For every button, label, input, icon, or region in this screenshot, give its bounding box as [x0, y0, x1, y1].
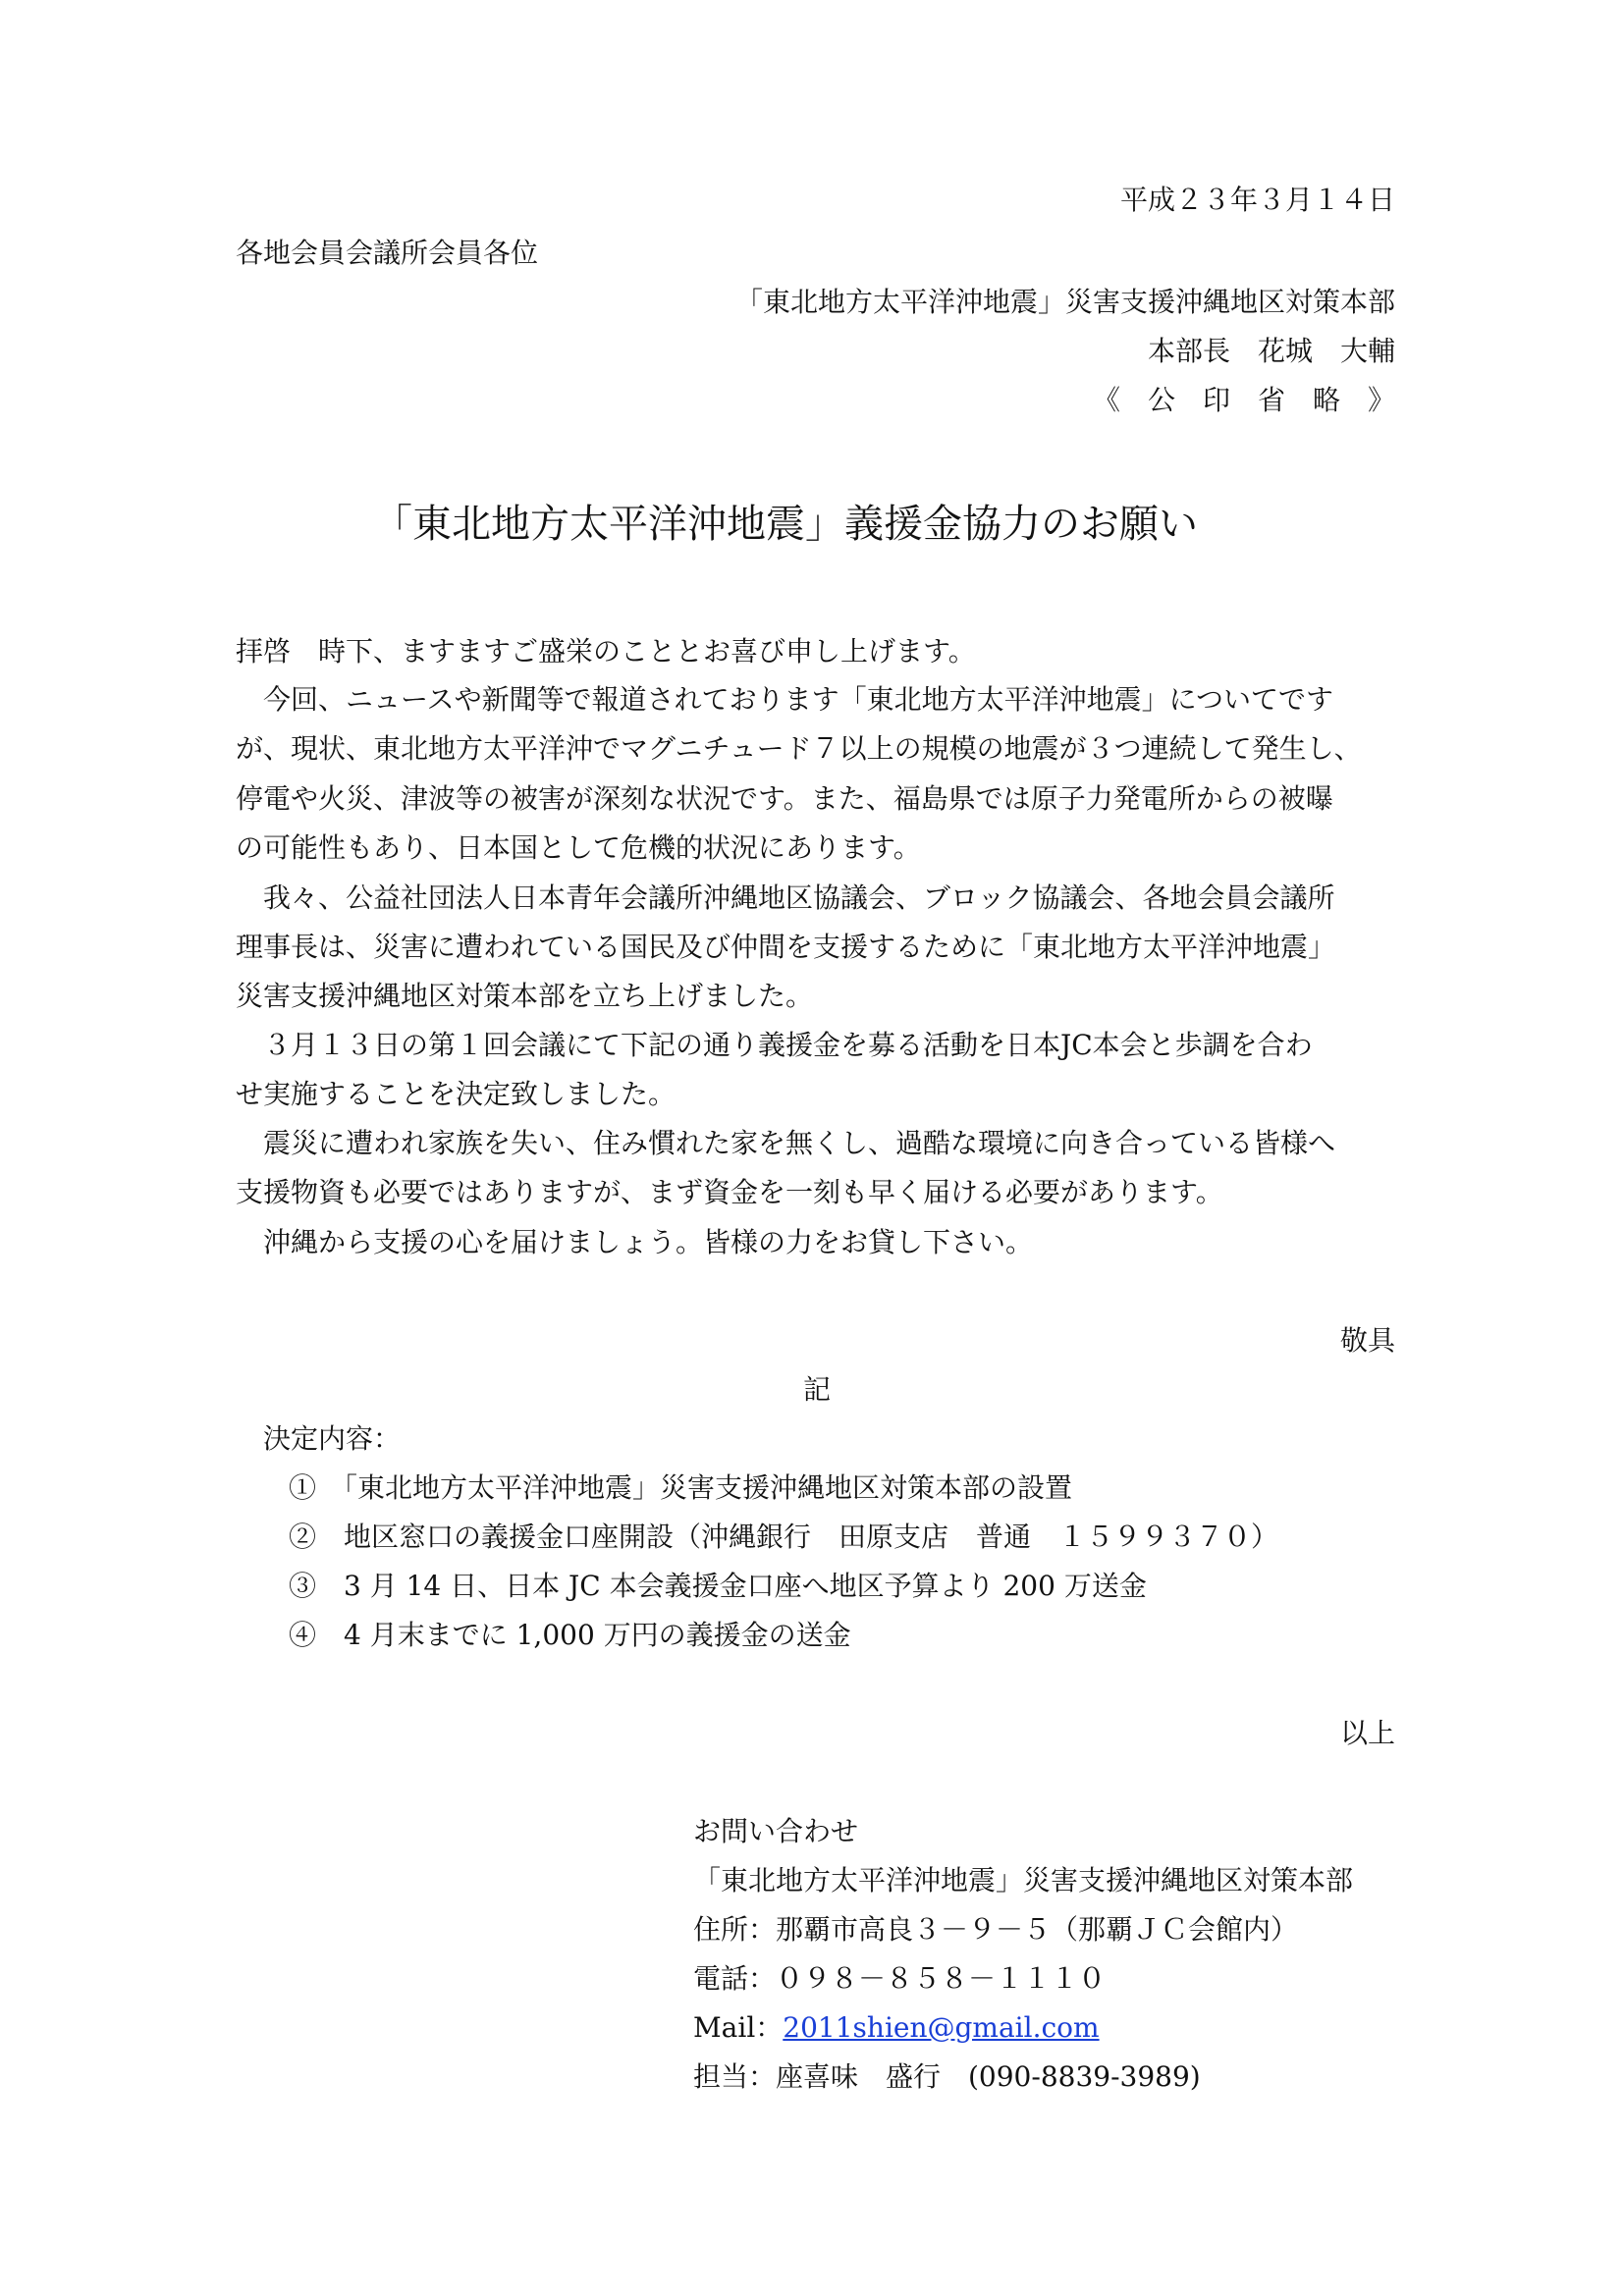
body-line: せ実施することを決定致しました。 [236, 1078, 676, 1110]
body-line: 沖縄から支援の心を届けましょう。皆様の力をお貸し下さい。 [236, 1226, 1034, 1258]
mail-label: Mail： [693, 2011, 784, 2044]
contact-mail [693, 2010, 1100, 2046]
decision-item: ① 「東北地方太平洋沖地震」災害支援沖縄地区対策本部の設置 [289, 1471, 1073, 1504]
email-link[interactable]: 2011shien@gmail.com [783, 2011, 1100, 2044]
sender-name: 本部長 花城 大輔 [1147, 335, 1395, 367]
closing-keigu: 敬具 [1339, 1324, 1395, 1357]
document-date: 平成２３年３月１４日 [1119, 184, 1395, 216]
contact-heading: お問い合わせ [693, 1815, 859, 1847]
contact-person: 担当：座喜味 盛行 (090-8839-3989) [693, 2060, 1201, 2093]
closing-ijou: 以上 [1339, 1717, 1395, 1749]
seal-omitted-note: 《 公 印 省 略 》 [1092, 384, 1395, 416]
body-line: 災害支援沖縄地区対策本部を立ち上げました。 [236, 980, 814, 1012]
sender-organization: 「東北地方太平洋沖地震」災害支援沖縄地区対策本部 [734, 286, 1395, 318]
body-line: 拝啓 時下、ますますご盛栄のこととお喜び申し上げます。 [236, 635, 976, 667]
body-line: 我々、公益社団法人日本青年会議所沖縄地区協議会、ブロック協議会、各地会員会議所 [236, 881, 1335, 914]
decision-item: ④ 4 月末までに 1,000 万円の義援金の送金 [289, 1619, 851, 1651]
record-heading: 記 [803, 1373, 832, 1406]
contact-address: 住所：那覇市高良３－９－５（那覇ＪＣ会館内） [693, 1913, 1299, 1946]
decision-label: 決定内容： [263, 1422, 402, 1455]
addressee: 各地会員会議所会員各位 [236, 237, 539, 269]
body-line: 震災に遭われ家族を失い、住み慣れた家を無くし、過酷な環境に向き合っている皆様へ [236, 1127, 1336, 1159]
document-title: 「東北地方太平洋沖地震」義援金協力のお願い [373, 502, 1198, 547]
body-line: 停電や火災、津波等の被害が深刻な状況です。また、福島県では原子力発電所からの被曝 [236, 782, 1333, 815]
body-line: が、現状、東北地方太平洋沖でマグニチュード７以上の規模の地震が３つ連続して発生し、 [236, 732, 1362, 765]
body-line: 今回、ニュースや新聞等で報道されております「東北地方太平洋沖地震」についてです [236, 683, 1334, 716]
body-line: ３月１３日の第１回会議にて下記の通り義援金を募る活動を日本JC本会と歩調を合わ [236, 1029, 1313, 1061]
body-line: 理事長は、災害に遭われている国民及び仲間を支援するために「東北地方太平洋沖地震」 [236, 931, 1336, 963]
contact-organization: 「東北地方太平洋沖地震」災害支援沖縄地区対策本部 [693, 1864, 1354, 1896]
body-line: の可能性もあり、日本国として危機的状況にあります。 [236, 831, 921, 864]
decision-item: ② 地区窓口の義援金口座開設（沖縄銀行 田原支店 普通 １５９９３７０） [289, 1521, 1279, 1553]
body-line: 支援物資も必要ではありますが、まず資金を一刻も早く届ける必要があります。 [236, 1176, 1223, 1208]
contact-phone: 電話：０９８－８５８－１１１０ [693, 1962, 1107, 1995]
decision-item: ③ 3 月 14 日、日本 JC 本会義援金口座へ地区予算より 200 万送金 [289, 1570, 1147, 1602]
